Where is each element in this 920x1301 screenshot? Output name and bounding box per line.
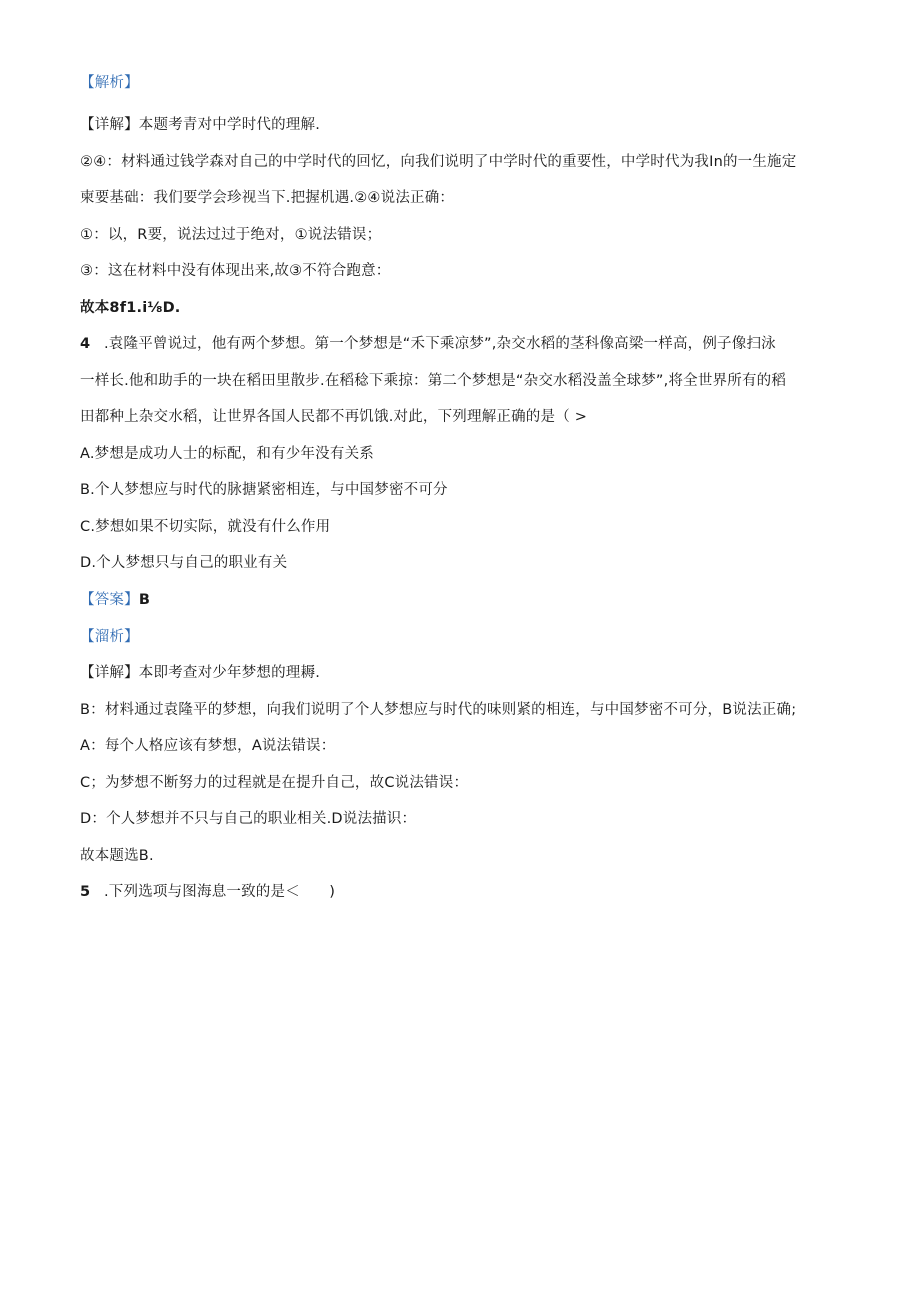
option-d: D.个人梦想只与自己的职业有关 [80,555,288,571]
question-stem-line: 田都种上杂交水稻，让世界各国人民都不再饥饿.对此，下列理解正确的是（ > [80,409,588,425]
analysis-heading: 【解析】 [80,75,139,91]
explanation-line: C；为梦想不断努力的过程就是在提升自己，故C说法错误： [80,775,469,791]
conclusion-text: 故本题选B. [80,848,154,864]
answer-label: 【答案】 [80,592,139,608]
option-a: A.梦想是成功人士的标配，和有少年没有关系 [80,446,374,462]
question-number: 4 [80,336,91,352]
answer-value: B [138,592,151,608]
explanation-line: D：个人梦想并不只与自己的职业相关.D说法描识： [80,811,417,827]
detail-text: 【详解】本题考青对中学时代的理解. [80,117,321,133]
option-c: C.梦想如果不切实际，就没有什么作用 [80,519,331,535]
question-5-stem [80,882,335,902]
explanation-line: A：每个人格应该有梦想，A说法错误： [80,738,336,754]
answer-row [80,590,150,610]
explanation-line: ③：这在材料中没有体现出来,故③不符合跑意： [80,263,391,279]
question-4-stem [80,334,776,354]
question-number: 5 [80,884,91,900]
conclusion-text: 故本8f1.i⅛D. [80,300,181,316]
question-stem-text: .袁隆平曾说过，他有两个梦想。第一个梦想是“禾下乘凉梦”,杂交水稻的茎科像高梁一样高，例子像扫泳 [104,336,776,352]
explanation-line: ②④：材料通过钱学森对自己的中学时代的回忆，向我们说明了中学时代的重要性，中学时代为我In的一生施定 [80,154,797,170]
analysis-heading: 【溜析】 [80,629,139,645]
explanation-line: 柬要基础：我们要学会珍视当下.把握机遇.②④说法正确： [80,190,455,206]
option-b: B.个人梦想应与时代的脉搪紧密相连，与中国梦密不可分 [80,482,448,498]
detail-text: 【详解】本即考查对少年梦想的理耨. [80,665,321,681]
explanation-line: ①：以，R要，说法过过于绝对，①说法错误； [80,227,382,243]
explanation-line: B：材料通过袁隆平的梦想，向我们说明了个人梦想应与时代的味则紧的相连，与中国梦密不可分，B说法正确; [80,702,797,718]
question-stem-text: .下列选项与图海息一致的是＜ ) [104,884,336,900]
question-stem-line: 一样长.他和助手的一块在稻田里散步.在稻稔下乘掠：第二个梦想是“杂交水稻没盖全球梦”,将全世界所有的稻 [80,373,787,389]
